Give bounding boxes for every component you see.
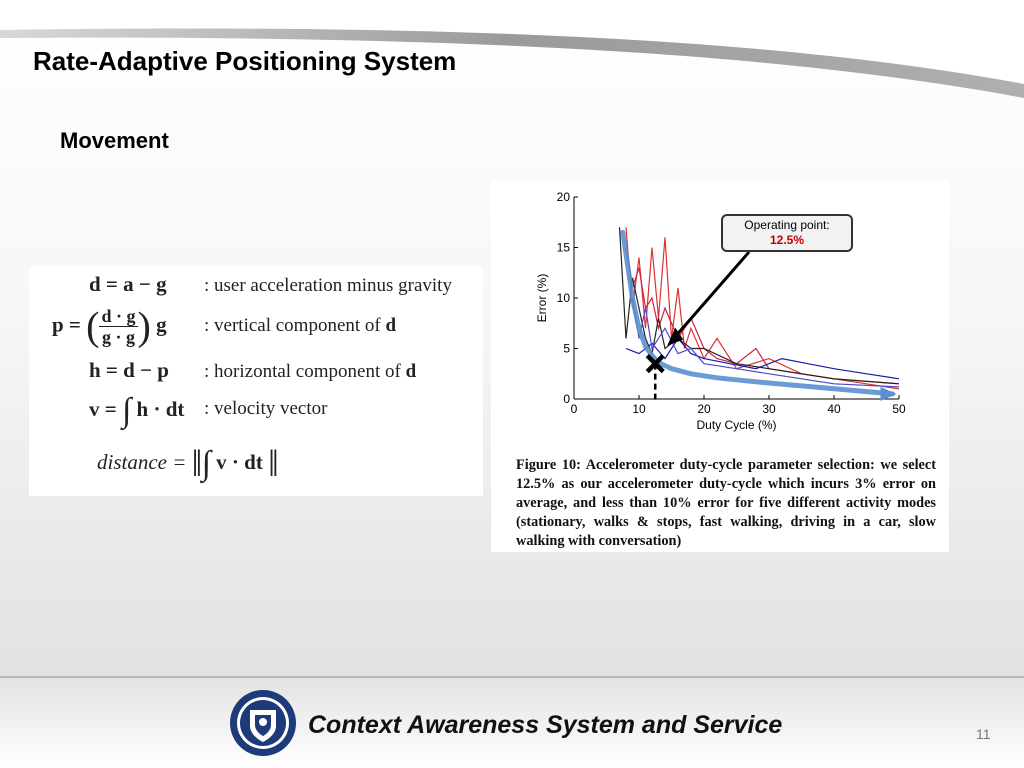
close-paren: ) (137, 303, 151, 349)
x-tick-label: 50 (892, 402, 906, 416)
integral-sign: ∫ (201, 445, 211, 482)
equation-lhs (89, 392, 184, 430)
equation-description-text: : horizontal component of (204, 361, 406, 382)
equation-description-symbol: d (385, 315, 397, 336)
x-tick-label: 10 (632, 402, 646, 416)
callout-label: Operating point: (744, 218, 830, 232)
duty-cycle-chart (491, 180, 949, 450)
operating-point-callout (721, 214, 853, 252)
figure-caption: Figure 10: Accelerometer duty-cycle parameter selection: we select 12.5% as our accelerometer duty-cycle which incurs 3% error on average, and less than 10% error for five different activity modes (stationary, walks & stops, fast walking, driving in a car, slow walking with conversation) (516, 457, 936, 549)
footer-course-title: Context Awareness System and Service (308, 711, 783, 739)
x-axis-label: Duty Cycle (%) (696, 418, 777, 432)
equation-user-acceleration (29, 272, 483, 306)
equation-description-symbol: d (405, 361, 417, 382)
equation-velocity (29, 390, 483, 434)
equation-description-text: : vertical component of (204, 315, 386, 336)
callout-value: 12.5% (769, 233, 805, 247)
footer-divider (0, 676, 1024, 678)
equation-lhs (97, 442, 273, 486)
y-tick-label: 0 (563, 392, 570, 406)
equation-description: : velocity vector (204, 398, 328, 419)
callout-arrow-line (675, 252, 749, 337)
equation-vertical-component (29, 302, 483, 354)
norm-open: ‖ (191, 443, 197, 485)
equation-description: : user acceleration minus gravity (204, 275, 452, 296)
equation-lhs: h = d − p (89, 358, 169, 382)
equation-lhs (52, 303, 167, 349)
y-tick-label: 20 (556, 190, 570, 204)
equation-suffix: g (156, 312, 167, 337)
open-paren: ( (86, 303, 100, 349)
y-tick-label: 10 (556, 291, 570, 305)
equation-lhs: d = a − g (89, 272, 167, 296)
equation-description (204, 361, 416, 383)
fraction (99, 306, 137, 347)
x-tick-label: 0 (570, 402, 578, 416)
equations-panel (29, 266, 483, 496)
y-axis-label: Error (%) (535, 273, 549, 323)
equation-body: h · dt (136, 396, 185, 421)
equation-prefix: p = (52, 312, 81, 337)
x-tick-label: 20 (697, 402, 711, 416)
fraction-numerator: d · g (101, 306, 136, 326)
equation-horizontal-component (29, 358, 483, 392)
equation-distance (29, 438, 483, 488)
y-tick-label: 5 (563, 341, 570, 356)
integral-sign: ∫ (121, 392, 132, 429)
slide-title: Rate-Adaptive Positioning System (33, 46, 457, 76)
equation-body: v · dt (216, 449, 263, 474)
norm-close: ‖ (268, 443, 273, 485)
figure-panel (491, 180, 949, 552)
equation-prefix: v = (89, 396, 117, 421)
x-tick-label: 40 (827, 402, 841, 416)
fraction-denominator: g · g (101, 327, 135, 347)
equation-prefix: distance = (97, 449, 187, 474)
section-heading: Movement (60, 128, 169, 153)
y-tick-label: 15 (556, 240, 570, 255)
equation-description (204, 315, 396, 337)
page-number: 11 (976, 726, 991, 742)
x-tick-label: 30 (762, 402, 776, 416)
university-seal-icon (228, 688, 298, 758)
